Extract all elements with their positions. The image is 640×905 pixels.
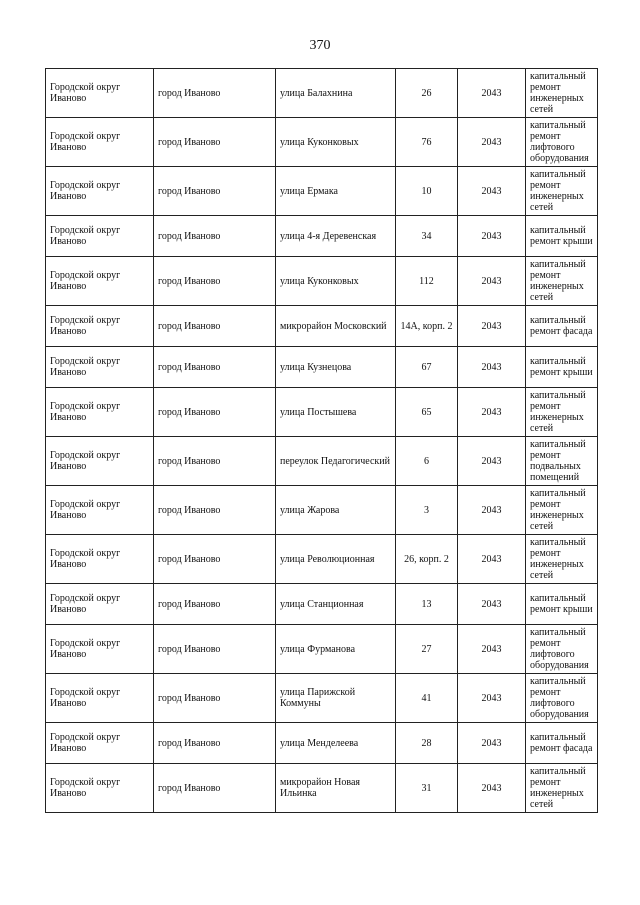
house-number-cell: 13 [396,584,458,625]
house-number-cell: 67 [396,347,458,388]
settlement-cell: город Иваново [154,486,276,535]
year-cell: 2043 [458,347,526,388]
municipality-cell: Городской округ Иваново [46,535,154,584]
settlement-cell: город Иваново [154,723,276,764]
settlement-cell: город Иваново [154,764,276,813]
street-cell: улица Кузнецова [276,347,396,388]
work-type-cell: капитальный ремонт крыши [526,584,598,625]
year-cell: 2043 [458,216,526,257]
street-cell: улица Куконковых [276,118,396,167]
table-row [46,437,598,486]
house-number-cell: 26, корп. 2 [396,535,458,584]
work-type-cell: капитальный ремонт крыши [526,347,598,388]
year-cell: 2043 [458,118,526,167]
year-cell: 2043 [458,167,526,216]
house-number-cell: 6 [396,437,458,486]
table-row [46,535,598,584]
table-row [46,625,598,674]
house-number-cell: 3 [396,486,458,535]
municipality-cell: Городской округ Иваново [46,347,154,388]
year-cell: 2043 [458,437,526,486]
house-number-cell: 112 [396,257,458,306]
table-row [46,764,598,813]
page-number: 370 [309,38,331,53]
work-type-cell: капитальный ремонт инженерных сетей [526,167,598,216]
street-cell: улица Менделеева [276,723,396,764]
settlement-cell: город Иваново [154,347,276,388]
year-cell: 2043 [458,625,526,674]
settlement-cell: город Иваново [154,535,276,584]
table-row [46,486,598,535]
work-type-cell: капитальный ремонт крыши [526,216,598,257]
municipality-cell: Городской округ Иваново [46,167,154,216]
table-row [46,347,598,388]
municipality-cell: Городской округ Иваново [46,118,154,167]
house-number-cell: 76 [396,118,458,167]
municipality-cell: Городской округ Иваново [46,437,154,486]
year-cell: 2043 [458,388,526,437]
table-row [46,216,598,257]
municipality-cell: Городской округ Иваново [46,674,154,723]
settlement-cell: город Иваново [154,388,276,437]
table-body [46,69,598,813]
work-type-cell: капитальный ремонт инженерных сетей [526,486,598,535]
house-number-cell: 27 [396,625,458,674]
settlement-cell: город Иваново [154,118,276,167]
year-cell: 2043 [458,584,526,625]
street-cell: микрорайон Новая Ильинка [276,764,396,813]
work-type-cell: капитальный ремонт фасада [526,306,598,347]
municipality-cell: Городской округ Иваново [46,216,154,257]
municipality-cell: Городской округ Иваново [46,69,154,118]
work-type-cell: капитальный ремонт инженерных сетей [526,69,598,118]
settlement-cell: город Иваново [154,584,276,625]
work-type-cell: капитальный ремонт инженерных сетей [526,388,598,437]
year-cell: 2043 [458,486,526,535]
table-row [46,118,598,167]
year-cell: 2043 [458,257,526,306]
house-number-cell: 31 [396,764,458,813]
table-row [46,257,598,306]
house-number-cell: 14А, корп. 2 [396,306,458,347]
settlement-cell: город Иваново [154,216,276,257]
street-cell: улица Парижской Коммуны [276,674,396,723]
municipality-cell: Городской округ Иваново [46,764,154,813]
house-number-cell: 34 [396,216,458,257]
table-row [46,388,598,437]
table-row [46,584,598,625]
year-cell: 2043 [458,764,526,813]
municipality-cell: Городской округ Иваново [46,306,154,347]
settlement-cell: город Иваново [154,625,276,674]
table-row [46,674,598,723]
year-cell: 2043 [458,306,526,347]
street-cell: улица Жарова [276,486,396,535]
year-cell: 2043 [458,723,526,764]
street-cell: микрорайон Московский [276,306,396,347]
street-cell: улица Фурманова [276,625,396,674]
table-row [46,167,598,216]
street-cell: переулок Педагогический [276,437,396,486]
table-row [46,306,598,347]
municipality-cell: Городской округ Иваново [46,486,154,535]
year-cell: 2043 [458,535,526,584]
year-cell: 2043 [458,69,526,118]
work-type-cell: капитальный ремонт инженерных сетей [526,257,598,306]
municipality-cell: Городской округ Иваново [46,723,154,764]
house-number-cell: 65 [396,388,458,437]
municipality-cell: Городской округ Иваново [46,388,154,437]
repair-schedule-table [45,68,598,813]
settlement-cell: город Иваново [154,306,276,347]
municipality-cell: Городской округ Иваново [46,584,154,625]
work-type-cell: капитальный ремонт лифтового оборудования [526,625,598,674]
street-cell: улица Ермака [276,167,396,216]
table-row [46,69,598,118]
street-cell: улица Балахнина [276,69,396,118]
work-type-cell: капитальный ремонт инженерных сетей [526,535,598,584]
settlement-cell: город Иваново [154,69,276,118]
house-number-cell: 26 [396,69,458,118]
house-number-cell: 41 [396,674,458,723]
settlement-cell: город Иваново [154,674,276,723]
settlement-cell: город Иваново [154,437,276,486]
municipality-cell: Городской округ Иваново [46,625,154,674]
street-cell: улица Революционная [276,535,396,584]
settlement-cell: город Иваново [154,257,276,306]
work-type-cell: капитальный ремонт лифтового оборудования [526,118,598,167]
street-cell: улица Станционная [276,584,396,625]
street-cell: улица Куконковых [276,257,396,306]
work-type-cell: капитальный ремонт фасада [526,723,598,764]
house-number-cell: 28 [396,723,458,764]
settlement-cell: город Иваново [154,167,276,216]
work-type-cell: капитальный ремонт подвальных помещений [526,437,598,486]
house-number-cell: 10 [396,167,458,216]
municipality-cell: Городской округ Иваново [46,257,154,306]
work-type-cell: капитальный ремонт лифтового оборудования [526,674,598,723]
street-cell: улица 4-я Деревенская [276,216,396,257]
work-type-cell: капитальный ремонт инженерных сетей [526,764,598,813]
street-cell: улица Постышева [276,388,396,437]
table-row [46,723,598,764]
year-cell: 2043 [458,674,526,723]
